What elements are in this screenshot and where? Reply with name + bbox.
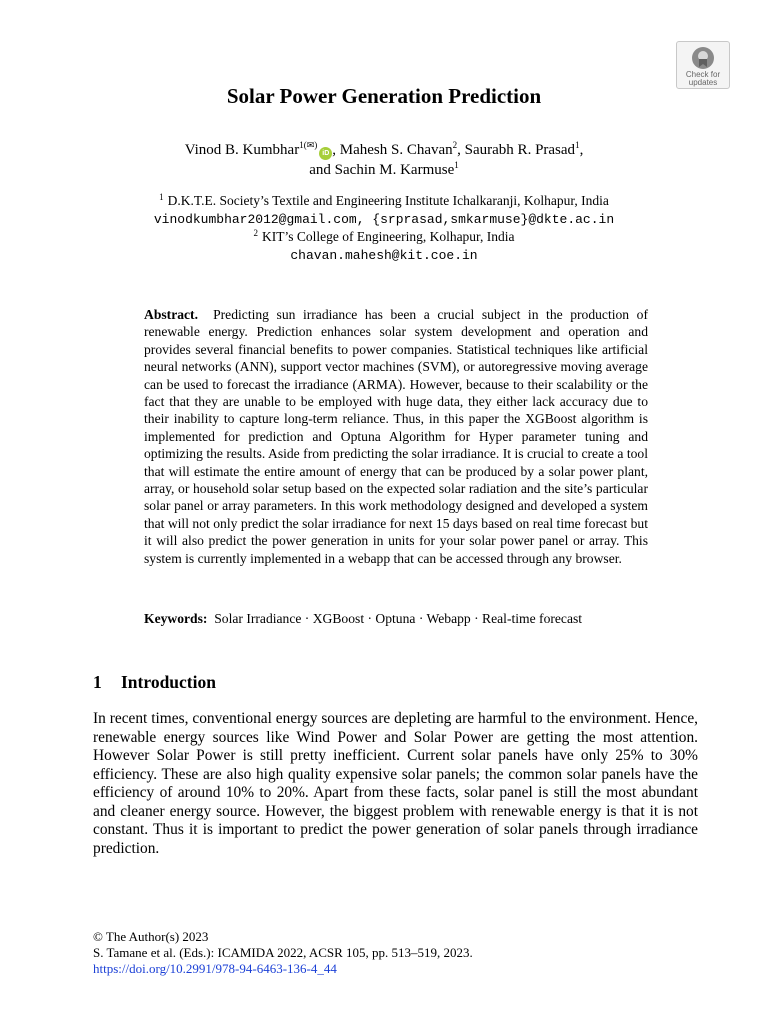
affiliation-name: KIT’s College of Engineering, Kolhapur, India [261,229,515,244]
affiliation-number: 2 [253,228,258,238]
section-title: Introduction [121,672,216,692]
author-name: , Saurabh R. Prasad [457,142,576,158]
author-separator: , [579,142,584,158]
introduction-paragraph: In recent times, conventional energy sources are depleting are harmful to the environment. Hence, renewable energy sources like Wind Power and Solar Power are getting the most attention. However Solar Power is still pretty inefficient. Current solar panels have only 25% to 30% efficiency. These are also high quality expensive solar panels; the common solar panels have the efficiency of around 10% to 20%. Apart from these facts, solar panel is still the most abundant and cleaner energy source. However, the biggest problem with renewable energy is that it is not constant. Thus it is important to predict the power generation of solar panels through irradiance prediction. [93,710,698,857]
citation-line: S. Tamane et al. (Eds.): ICAMIDA 2022, ACSR 105, pp. 513–519, 2023. [93,945,473,960]
copyright-line: © The Author(s) 2023 [93,929,209,944]
section-number: 1 [93,672,102,692]
affiliation-number: 1 [159,192,164,202]
abstract [144,306,648,567]
footer [93,929,473,977]
author-name: Vinod B. Kumbhar [184,142,300,158]
abstract-text: Predicting sun irradiance has been a crucial subject in the production of renewable energy. Prediction enhances solar system development and operation and provides several financial benefits to power companies. Statistical techniques like artificial neural networks (ANN), support vector machines (SVM), or autoregressive moving average can be used to forecast the irradiance (ARMA). However, because to their scalability or the fact that they are unable to be employed with huge data, they either lack accuracy due to their inability to capture long-term reliance. Thus, in this paper the XGBoost algorithm is implemented for prediction and Optuna Algorithm for Hyper parameter tuning and optimizing the results. Aside from predicting the solar irradiance. It is crucial to create a tool that will estimate the entire amount of energy that can be produced by a solar power plant, array, or household solar setup based on the expected solar radiation and the site’s particular solar panel or array parameters. In this work methodology designed and developed a system that will not only predict the solar irradiance for next 15 days based on real time forecast but it will also predict the power generation in units for your solar power panel or array. This system is currently implemented in a webapp that can be accessed through any browser. [144,307,648,566]
author-line-2 [0,160,768,180]
author-line-1 [0,140,768,160]
keywords-label: Keywords: [144,611,208,626]
affiliation-email[interactable]: chavan.mahesh@kit.coe.in [290,248,478,263]
author-superscript: 1(✉) [299,140,318,150]
paper-title: Solar Power Generation Prediction [226,84,542,108]
author-superscript: 2 [452,140,458,150]
author-name: and Sachin M. Karmuse [309,162,455,178]
orcid-icon[interactable]: iD [319,147,332,160]
affiliation-name: D.K.T.E. Society’s Textile and Engineering Institute Ichalkaranji, Kolhapur, India [167,193,609,208]
bookmark-ribbon-icon [690,45,716,71]
section-heading [93,672,216,693]
author-superscript: 1 [575,140,580,150]
keywords [144,610,664,627]
affiliation-2 [0,227,768,265]
keywords-text: Solar Irradiance · XGBoost · Optuna · Webapp · Real-time forecast [214,611,583,626]
author-list [0,140,768,180]
check-for-updates-badge[interactable] [676,41,730,89]
doi-link[interactable]: https://doi.org/10.2991/978-94-6463-136-4_44 [93,961,337,976]
author-superscript: 1 [454,160,459,170]
affiliation-1 [0,191,768,229]
badge-label: Check for updates [685,70,721,87]
abstract-label: Abstract. [144,307,198,322]
affiliation-email[interactable]: vinodkumbhar2012@gmail.com, {srprasad,smkarmuse}@dkte.ac.in [153,212,615,227]
author-name: , Mahesh S. Chavan [332,142,453,158]
